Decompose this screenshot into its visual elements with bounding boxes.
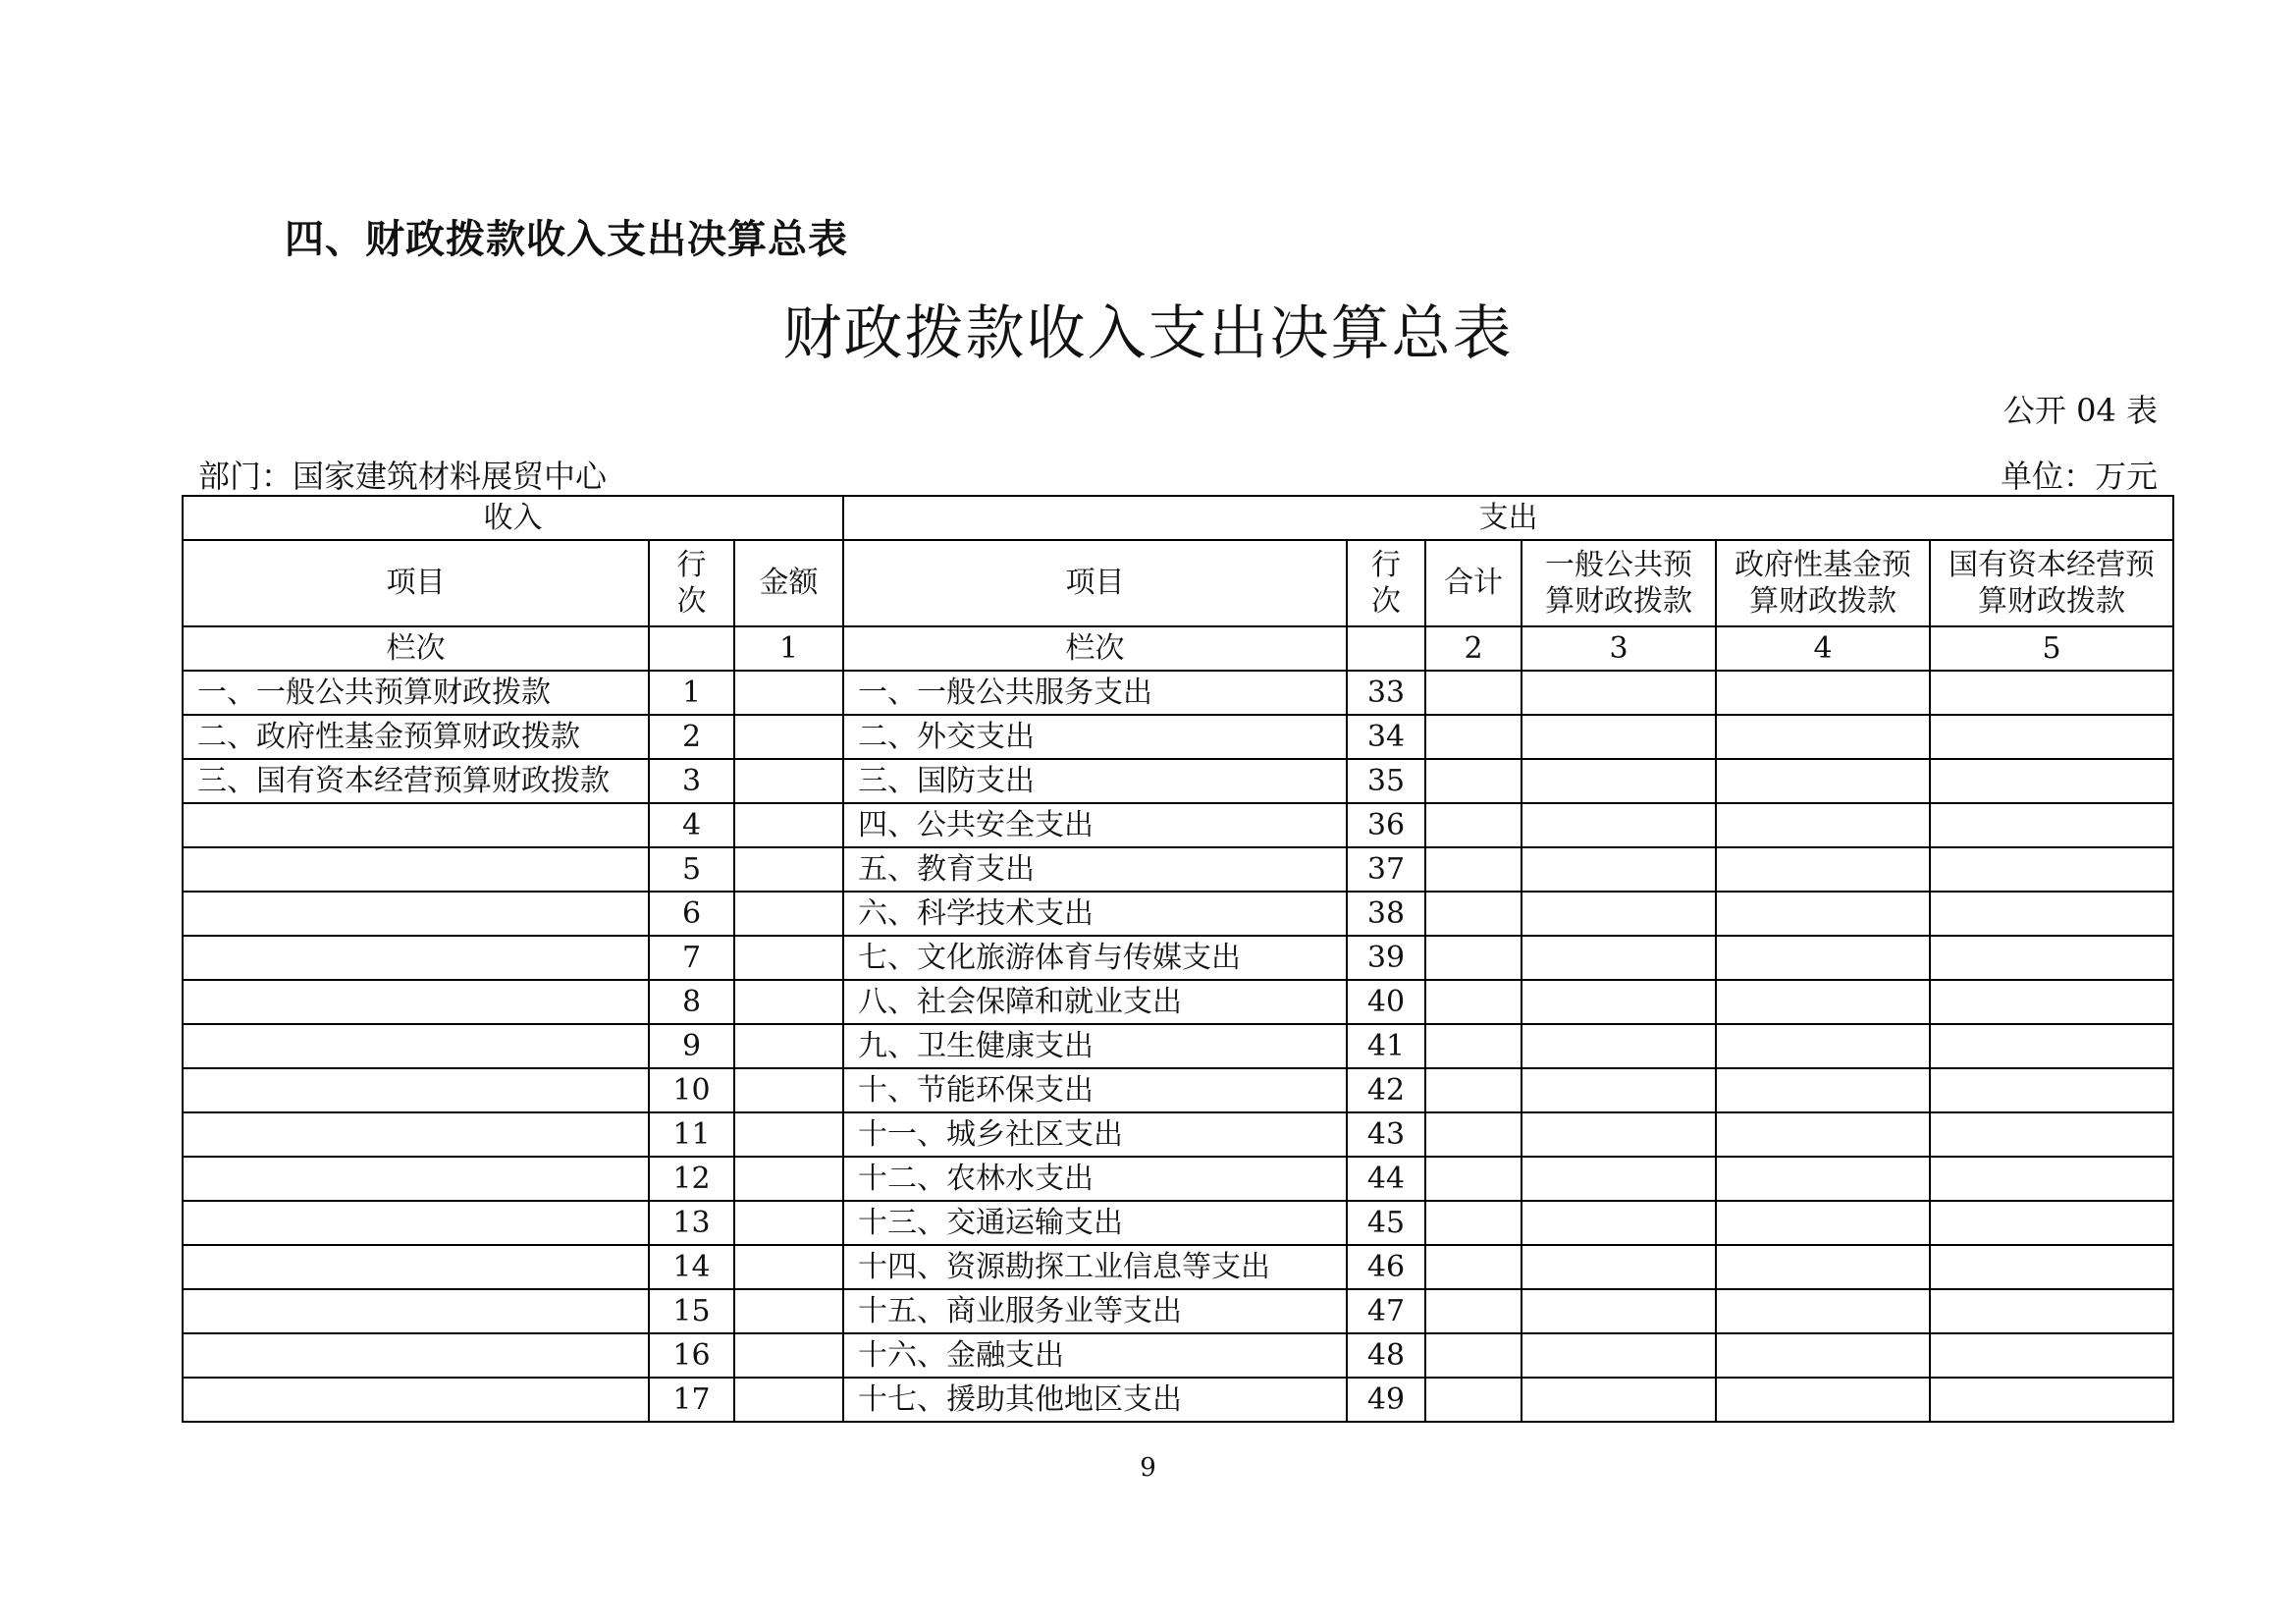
expense-row-no-cell: 48	[1347, 1333, 1425, 1378]
expense-state-cell	[1930, 671, 2173, 715]
expense-index-fund: 4	[1716, 626, 1930, 671]
expense-fund-cell	[1716, 1333, 1930, 1378]
income-item-cell: 一、一般公共预算财政拨款	[183, 671, 649, 715]
income-amount-cell	[734, 1112, 843, 1157]
expense-item-cell: 十七、援助其他地区支出	[843, 1378, 1347, 1422]
form-code: 公开 04 表	[2002, 392, 2158, 429]
expense-fund-cell	[1716, 936, 1930, 980]
expense-total-cell	[1425, 1112, 1522, 1157]
expense-index-general: 3	[1522, 626, 1716, 671]
income-index-amount: 1	[734, 626, 843, 671]
expense-state-cell	[1930, 1201, 2173, 1245]
income-index-label: 栏次	[183, 626, 649, 671]
expense-item-cell: 十三、交通运输支出	[843, 1201, 1347, 1245]
expense-fund-cell	[1716, 671, 1930, 715]
income-amount-cell	[734, 1378, 843, 1422]
expense-state-cell	[1930, 892, 2173, 936]
expense-fund-cell	[1716, 1112, 1930, 1157]
expense-item-cell: 十五、商业服务业等支出	[843, 1289, 1347, 1333]
expense-row-no-cell: 37	[1347, 847, 1425, 892]
expense-row-no-cell: 47	[1347, 1289, 1425, 1333]
expense-state-cell	[1930, 1378, 2173, 1422]
income-row-no-cell: 7	[649, 936, 734, 980]
expense-general-cell	[1522, 1157, 1716, 1201]
income-row-no-cell: 5	[649, 847, 734, 892]
expense-total-cell	[1425, 936, 1522, 980]
expense-general-cell	[1522, 892, 1716, 936]
expense-item-header: 项目	[843, 540, 1347, 626]
table-row	[183, 1068, 2173, 1112]
expense-row-no-cell: 44	[1347, 1157, 1425, 1201]
expense-total-cell	[1425, 892, 1522, 936]
unit-label: 单位：万元	[2000, 458, 2158, 495]
income-amount-cell	[734, 1024, 843, 1068]
income-item-cell	[183, 1157, 649, 1201]
income-row-no-cell: 3	[649, 759, 734, 803]
expense-total-cell	[1425, 980, 1522, 1024]
income-amount-cell	[734, 1333, 843, 1378]
expense-fund-header: 政府性基金预 算财政拨款	[1716, 540, 1930, 626]
income-group-header: 收入	[183, 496, 843, 540]
document-title: 财政拨款收入支出决算总表	[782, 299, 1514, 368]
expense-state-cell	[1930, 759, 2173, 803]
expense-state-cell	[1930, 1068, 2173, 1112]
table-row	[183, 1201, 2173, 1245]
income-amount-cell	[734, 1201, 843, 1245]
expense-state-cell	[1930, 847, 2173, 892]
income-row-no-cell: 6	[649, 892, 734, 936]
expense-fund-cell	[1716, 1157, 1930, 1201]
income-item-cell	[183, 936, 649, 980]
table-row	[183, 892, 2173, 936]
expense-item-cell: 三、国防支出	[843, 759, 1347, 803]
income-item-cell	[183, 1245, 649, 1289]
table-row	[183, 1378, 2173, 1422]
expense-general-cell	[1522, 715, 1716, 759]
expense-general-cell	[1522, 980, 1716, 1024]
expense-row-no-cell: 42	[1347, 1068, 1425, 1112]
table-row	[183, 1289, 2173, 1333]
income-item-cell	[183, 980, 649, 1024]
income-item-cell: 三、国有资本经营预算财政拨款	[183, 759, 649, 803]
expense-total-cell	[1425, 1068, 1522, 1112]
expense-general-cell	[1522, 847, 1716, 892]
expense-general-cell	[1522, 1245, 1716, 1289]
expense-item-cell: 十、节能环保支出	[843, 1068, 1347, 1112]
income-amount-cell	[734, 847, 843, 892]
income-row-no-cell: 13	[649, 1201, 734, 1245]
expense-item-cell: 九、卫生健康支出	[843, 1024, 1347, 1068]
expense-total-header: 合计	[1425, 540, 1522, 626]
index-row	[183, 626, 2173, 671]
income-row-no-header: 行 次	[649, 540, 734, 626]
table-row	[183, 980, 2173, 1024]
income-row-no-cell: 2	[649, 715, 734, 759]
expense-index-label: 栏次	[843, 626, 1347, 671]
income-item-cell	[183, 1068, 649, 1112]
expense-item-cell: 十四、资源勘探工业信息等支出	[843, 1245, 1347, 1289]
expense-row-no-cell: 39	[1347, 936, 1425, 980]
expense-general-cell	[1522, 1289, 1716, 1333]
expense-general-cell	[1522, 1024, 1716, 1068]
expense-row-no-cell: 40	[1347, 980, 1425, 1024]
expense-row-no-cell: 49	[1347, 1378, 1425, 1422]
income-amount-cell	[734, 936, 843, 980]
income-row-no-cell: 11	[649, 1112, 734, 1157]
expense-general-cell	[1522, 803, 1716, 847]
income-index-row-no	[649, 626, 734, 671]
expense-item-cell: 十六、金融支出	[843, 1333, 1347, 1378]
income-row-no-cell: 12	[649, 1157, 734, 1201]
expense-total-cell	[1425, 671, 1522, 715]
expense-fund-cell	[1716, 715, 1930, 759]
expense-item-cell: 一、一般公共服务支出	[843, 671, 1347, 715]
expense-state-header: 国有资本经营预 算财政拨款	[1930, 540, 2173, 626]
income-amount-cell	[734, 671, 843, 715]
expense-item-cell: 十一、城乡社区支出	[843, 1112, 1347, 1157]
expense-index-row-no	[1347, 626, 1425, 671]
expense-state-cell	[1930, 1245, 2173, 1289]
expense-total-cell	[1425, 1289, 1522, 1333]
income-amount-cell	[734, 715, 843, 759]
expense-index-total: 2	[1425, 626, 1522, 671]
table-row	[183, 1245, 2173, 1289]
income-item-cell	[183, 1201, 649, 1245]
expense-total-cell	[1425, 847, 1522, 892]
income-item-cell	[183, 1333, 649, 1378]
expense-item-cell: 二、外交支出	[843, 715, 1347, 759]
income-item-header: 项目	[183, 540, 649, 626]
expense-general-cell	[1522, 759, 1716, 803]
expense-general-cell	[1522, 936, 1716, 980]
department-label: 部门：国家建筑材料展贸中心	[198, 458, 608, 495]
income-row-no-cell: 15	[649, 1289, 734, 1333]
expense-fund-cell	[1716, 980, 1930, 1024]
expense-general-cell	[1522, 1112, 1716, 1157]
income-row-no-cell: 4	[649, 803, 734, 847]
expense-row-no-cell: 38	[1347, 892, 1425, 936]
income-amount-cell	[734, 1245, 843, 1289]
table-row	[183, 759, 2173, 803]
expense-fund-cell	[1716, 1024, 1930, 1068]
income-item-cell	[183, 1289, 649, 1333]
income-amount-cell	[734, 803, 843, 847]
table-row	[183, 1333, 2173, 1378]
income-item-cell	[183, 892, 649, 936]
expense-total-cell	[1425, 1157, 1522, 1201]
income-item-cell: 二、政府性基金预算财政拨款	[183, 715, 649, 759]
income-amount-cell	[734, 1289, 843, 1333]
income-row-no-cell: 17	[649, 1378, 734, 1422]
expense-general-cell	[1522, 1201, 1716, 1245]
expense-row-no-cell: 35	[1347, 759, 1425, 803]
expense-item-cell: 六、科学技术支出	[843, 892, 1347, 936]
income-item-cell	[183, 1112, 649, 1157]
expense-state-cell	[1930, 715, 2173, 759]
income-row-no-cell: 10	[649, 1068, 734, 1112]
income-row-no-cell: 8	[649, 980, 734, 1024]
expense-fund-cell	[1716, 1201, 1930, 1245]
expense-fund-cell	[1716, 759, 1930, 803]
expense-row-no-cell: 45	[1347, 1201, 1425, 1245]
expense-state-cell	[1930, 980, 2173, 1024]
expense-total-cell	[1425, 759, 1522, 803]
expense-row-no-cell: 43	[1347, 1112, 1425, 1157]
expense-state-cell	[1930, 1333, 2173, 1378]
expense-row-no-cell: 33	[1347, 671, 1425, 715]
expense-general-cell	[1522, 1378, 1716, 1422]
income-item-cell	[183, 1024, 649, 1068]
expense-state-cell	[1930, 1157, 2173, 1201]
income-item-cell	[183, 803, 649, 847]
expense-state-cell	[1930, 1024, 2173, 1068]
table-row	[183, 715, 2173, 759]
expense-fund-cell	[1716, 847, 1930, 892]
expense-general-cell	[1522, 1333, 1716, 1378]
header-column-row	[183, 540, 2173, 626]
expense-item-cell: 十二、农林水支出	[843, 1157, 1347, 1201]
income-row-no-cell: 1	[649, 671, 734, 715]
expense-fund-cell	[1716, 1068, 1930, 1112]
income-row-no-cell: 16	[649, 1333, 734, 1378]
expense-fund-cell	[1716, 803, 1930, 847]
expense-item-cell: 五、教育支出	[843, 847, 1347, 892]
income-amount-cell	[734, 892, 843, 936]
income-row-no-cell: 9	[649, 1024, 734, 1068]
income-item-cell	[183, 1378, 649, 1422]
expense-item-cell: 七、文化旅游体育与传媒支出	[843, 936, 1347, 980]
expense-total-cell	[1425, 1378, 1522, 1422]
income-amount-cell	[734, 759, 843, 803]
expense-total-cell	[1425, 1245, 1522, 1289]
expense-state-cell	[1930, 1289, 2173, 1333]
table-row	[183, 847, 2173, 892]
table-row	[183, 803, 2173, 847]
expense-row-no-cell: 36	[1347, 803, 1425, 847]
table-row	[183, 1112, 2173, 1157]
expense-item-cell: 四、公共安全支出	[843, 803, 1347, 847]
expense-row-no-cell: 41	[1347, 1024, 1425, 1068]
income-amount-header: 金额	[734, 540, 843, 626]
expense-state-cell	[1930, 803, 2173, 847]
income-amount-cell	[734, 980, 843, 1024]
income-amount-cell	[734, 1068, 843, 1112]
expense-index-state: 5	[1930, 626, 2173, 671]
expense-total-cell	[1425, 715, 1522, 759]
expense-row-no-cell: 34	[1347, 715, 1425, 759]
section-heading: 四、财政拨款收入支出决算总表	[285, 217, 848, 262]
expense-total-cell	[1425, 1201, 1522, 1245]
expense-total-cell	[1425, 1333, 1522, 1378]
expense-fund-cell	[1716, 1245, 1930, 1289]
table-row	[183, 671, 2173, 715]
expense-row-no-cell: 46	[1347, 1245, 1425, 1289]
expense-state-cell	[1930, 936, 2173, 980]
expense-row-no-header: 行 次	[1347, 540, 1425, 626]
expense-state-cell	[1930, 1112, 2173, 1157]
expense-fund-cell	[1716, 1289, 1930, 1333]
expense-general-cell	[1522, 671, 1716, 715]
expense-fund-cell	[1716, 892, 1930, 936]
header-group-row	[183, 496, 2173, 540]
page-number: 9	[1140, 1453, 1156, 1483]
table-row	[183, 1024, 2173, 1068]
expense-item-cell: 八、社会保障和就业支出	[843, 980, 1347, 1024]
table-row	[183, 1157, 2173, 1201]
income-item-cell	[183, 847, 649, 892]
expense-fund-cell	[1716, 1378, 1930, 1422]
expense-total-cell	[1425, 1024, 1522, 1068]
table-row	[183, 936, 2173, 980]
income-amount-cell	[734, 1157, 843, 1201]
income-row-no-cell: 14	[649, 1245, 734, 1289]
expense-group-header: 支出	[843, 496, 2173, 540]
budget-table	[182, 495, 2174, 1423]
expense-general-cell	[1522, 1068, 1716, 1112]
expense-general-header: 一般公共预 算财政拨款	[1522, 540, 1716, 626]
expense-total-cell	[1425, 803, 1522, 847]
